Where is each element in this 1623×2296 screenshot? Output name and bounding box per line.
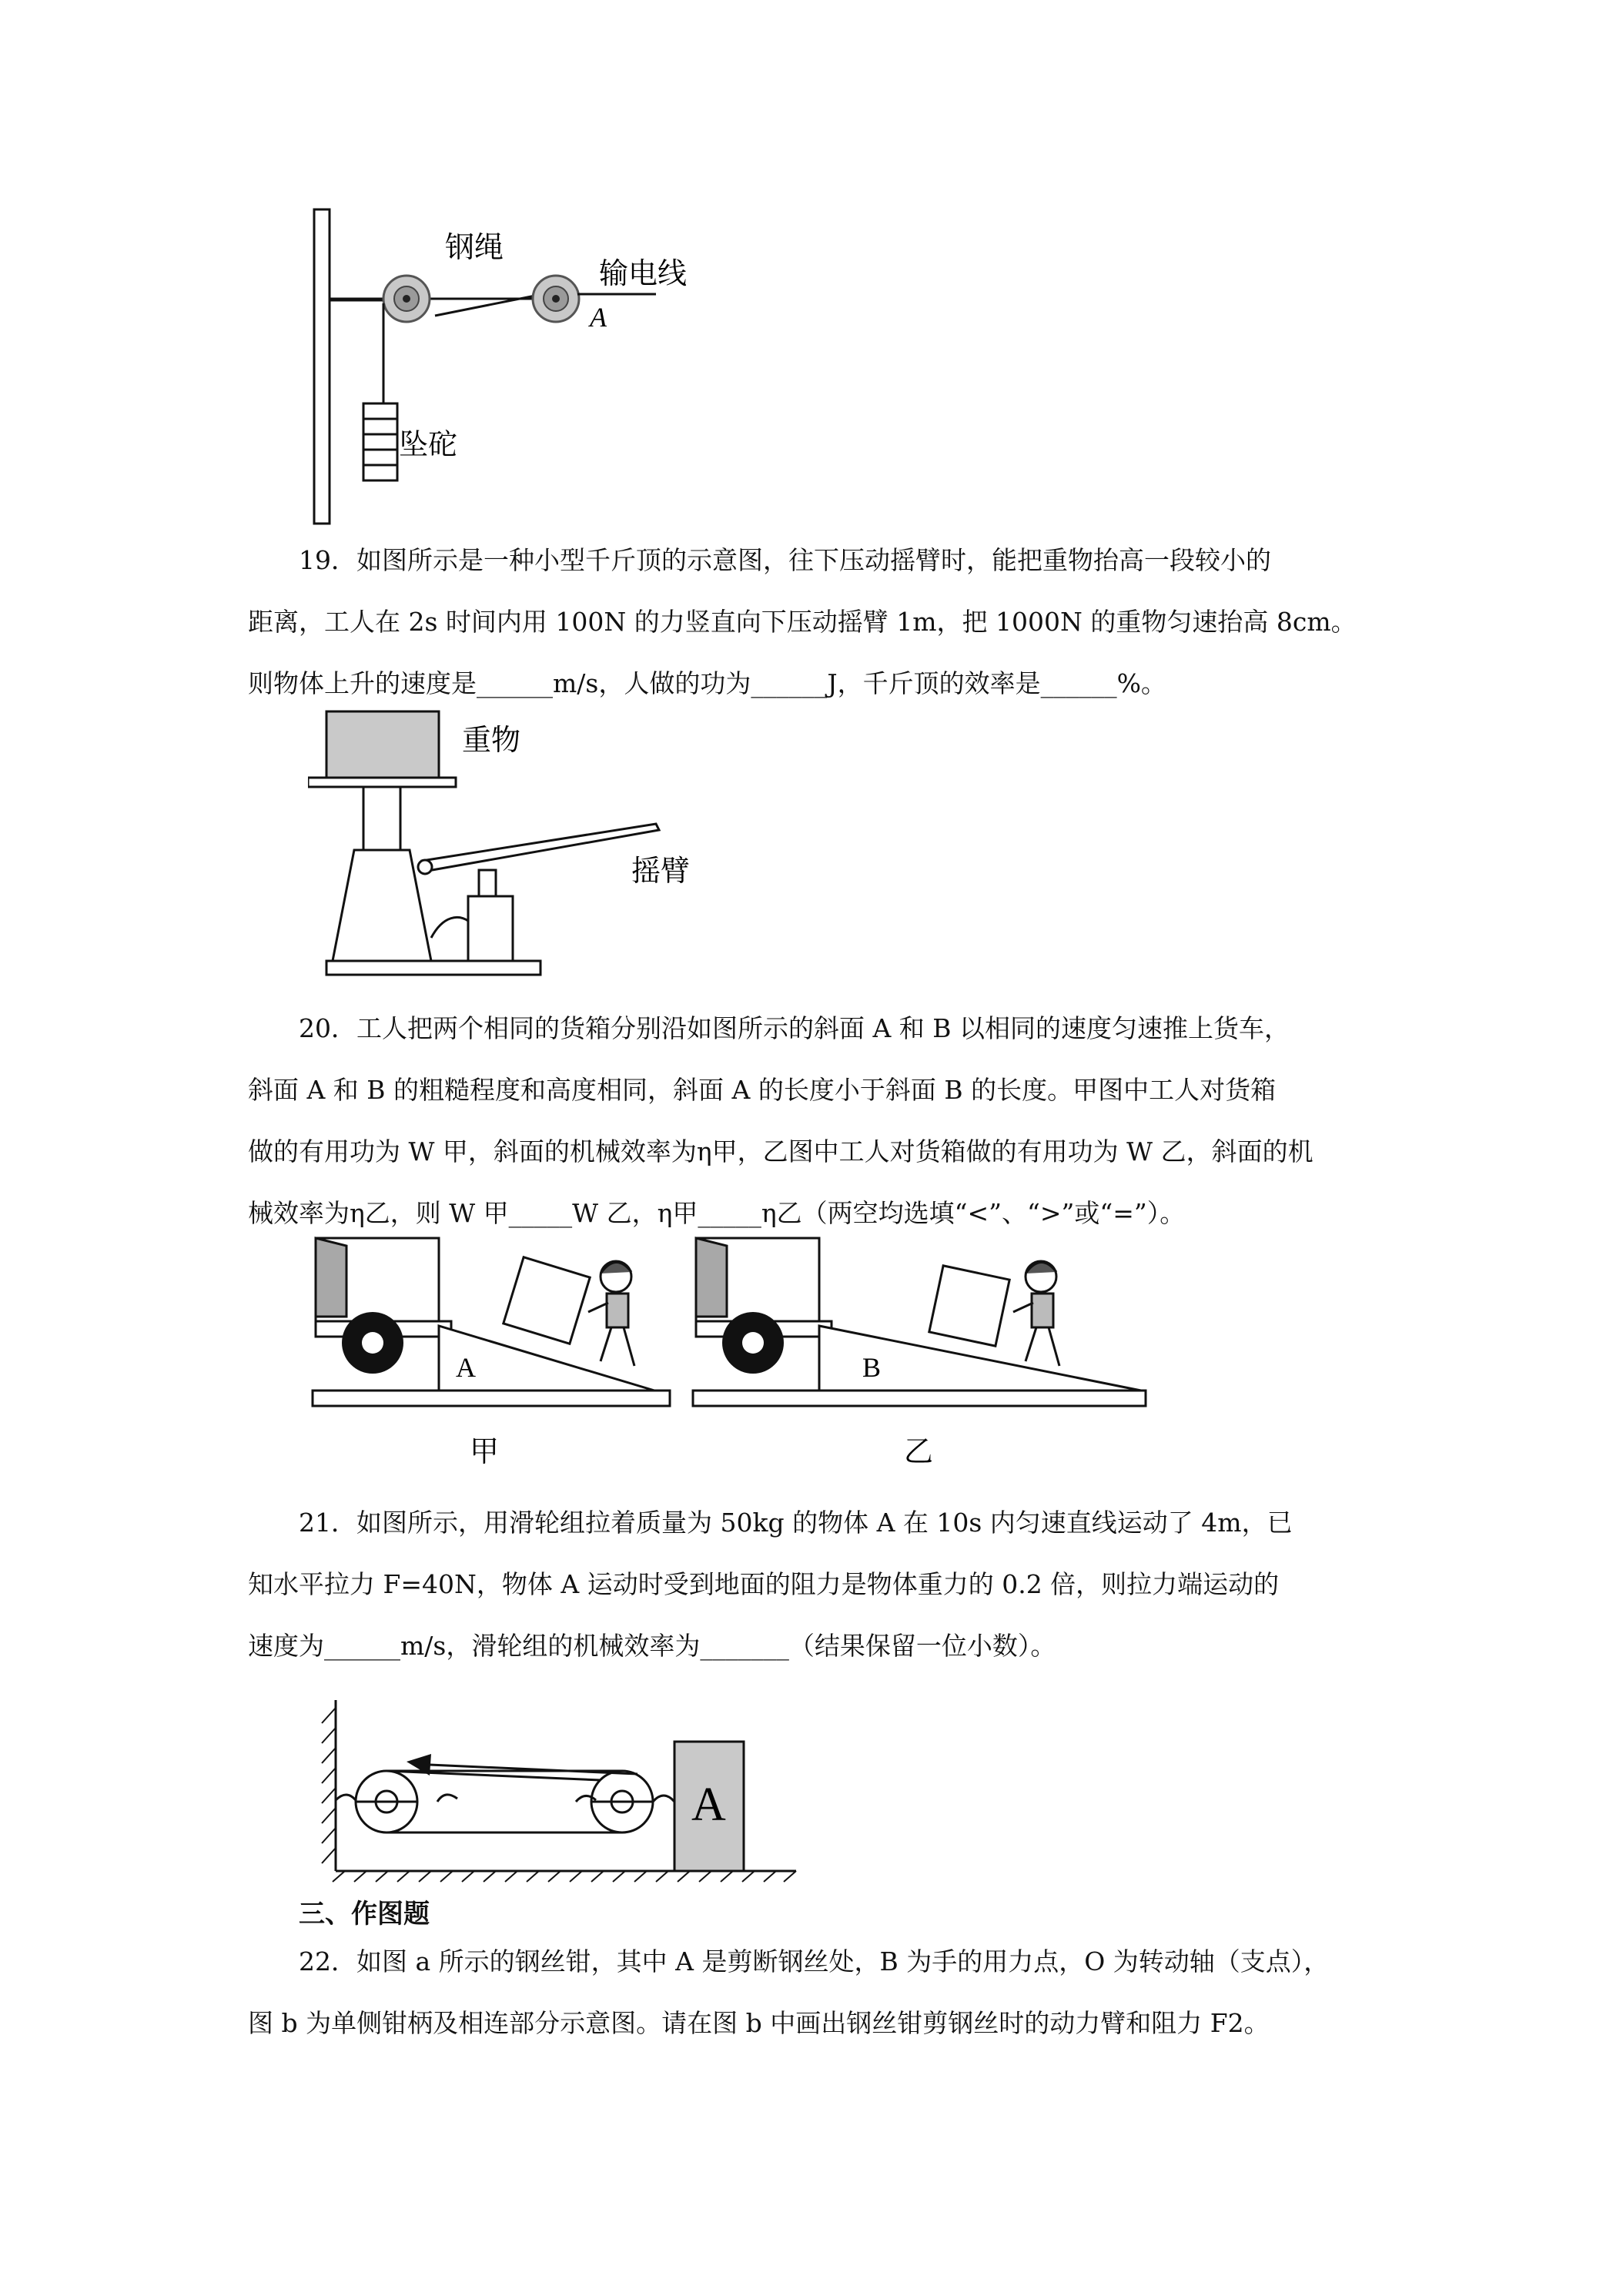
- q21-line-2: 知水平拉力 F=40N，物体 A 运动时受到地面的阻力是物体重力的 0.2 倍，则拉力端运动的: [248, 1569, 1280, 1599]
- q20-line-3: 做的有用功为 W 甲，斜面的机械效率为η甲，乙图中工人对货箱做的有用功为 W 乙，斜面的机: [248, 1136, 1313, 1166]
- truck-left: [316, 1238, 451, 1374]
- wall-post: [314, 209, 330, 524]
- label-counterweight: 坠砣: [399, 427, 458, 461]
- crate-right: [929, 1266, 1009, 1346]
- worker-right: [1013, 1261, 1059, 1366]
- jack-figure: [308, 707, 739, 992]
- crate-left: [504, 1257, 590, 1344]
- fixed-pulley: [356, 1771, 417, 1832]
- label-ramp-B: B: [862, 1352, 882, 1383]
- question-20: [248, 998, 1395, 1244]
- section-heading-drawing: 三、作图题: [299, 1899, 430, 1930]
- jack-plate: [308, 778, 456, 787]
- label-ramp-A: A: [456, 1352, 476, 1383]
- wall-hook: [336, 1795, 356, 1800]
- jack-arm: [422, 824, 659, 872]
- power-line-pulley-figure: [300, 202, 731, 525]
- q19-line-2: 距离，工人在 2s 时间内用 100N 的力竖直向下压动摇臂 1m，把 1000N 的重物匀速抬高 8cm。: [248, 607, 1357, 637]
- question-21: [248, 1492, 1395, 1677]
- q20-line-1: 20．工人把两个相同的货箱分别沿如图所示的斜面 A 和 B 以相同的速度匀速推上货车，: [299, 1013, 1290, 1043]
- pulley-left: [383, 276, 430, 322]
- caption-left: 甲: [470, 1434, 500, 1468]
- q20-line-2: 斜面 A 和 B 的粗糙程度和高度相同，斜面 A 的长度小于斜面 B 的长度。甲图中工人对货箱: [248, 1075, 1277, 1105]
- jack-base: [333, 850, 431, 961]
- pull-force-arrow: [430, 1765, 637, 1774]
- q22-line-1: 22．如图 a 所示的钢丝钳，其中 A 是剪断钢丝处，B 为手的用力点，O 为转动轴（支点），: [299, 1946, 1330, 1976]
- q19-line-1: 19．如图所示是一种小型千斤顶的示意图，往下压动摇臂时，能把重物抬高一段较小的: [299, 545, 1271, 575]
- counterweight-stack: [363, 403, 397, 480]
- jack-column: [363, 787, 400, 850]
- q21-line-1: 21．如图所示，用滑轮组拉着质量为 50kg 的物体 A 在 10s 内匀速直线运动了 4m，已: [299, 1508, 1293, 1538]
- worker-left: [588, 1261, 634, 1366]
- jack-ground: [326, 961, 540, 975]
- jack-pivot: [418, 860, 432, 874]
- label-arm: 摇臂: [631, 854, 691, 888]
- caption-right: 乙: [904, 1434, 934, 1468]
- label-block-A: A: [691, 1779, 726, 1831]
- question-19: [248, 530, 1395, 715]
- q19-line-3: 则物体上升的速度是______m/s，人做的功为______J，千斤顶的效率是______%。: [248, 668, 1166, 698]
- truck-right: [696, 1238, 832, 1374]
- q21-line-3: 速度为______m/s，滑轮组的机械效率为_______（结果保留一位小数）。: [248, 1631, 1056, 1661]
- wall-hatching: [322, 1708, 336, 1863]
- jack-load: [326, 711, 439, 778]
- label-power-line: 输电线: [599, 256, 688, 290]
- label-point-A: A: [590, 302, 607, 333]
- pump-piston: [479, 870, 496, 896]
- label-load: 重物: [462, 723, 521, 757]
- pump-cylinder: [468, 896, 513, 961]
- ground-left: [313, 1391, 670, 1406]
- ramp-comparison-figure: [308, 1229, 1163, 1483]
- pump-pipe: [431, 917, 468, 938]
- label-rope: 钢绳: [445, 230, 504, 264]
- floor-hatching: [333, 1871, 796, 1882]
- pulley-right: [533, 276, 579, 322]
- block-hook: [653, 1796, 674, 1802]
- pulley-block-figure: [314, 1692, 807, 1883]
- question-22: [248, 1931, 1395, 2054]
- pulley-ropes: [387, 1771, 622, 1832]
- q20-line-4: 械效率为η乙，则 W 甲_____W 乙，η甲_____η乙（两空均选填“<”、“>”或“=”）。: [248, 1198, 1186, 1228]
- ground-right: [693, 1391, 1146, 1406]
- q22-line-2: 图 b 为单侧钳柄及相连部分示意图。请在图 b 中画出钢丝钳剪钢丝时的动力臂和阻力 F2。: [248, 2008, 1270, 2038]
